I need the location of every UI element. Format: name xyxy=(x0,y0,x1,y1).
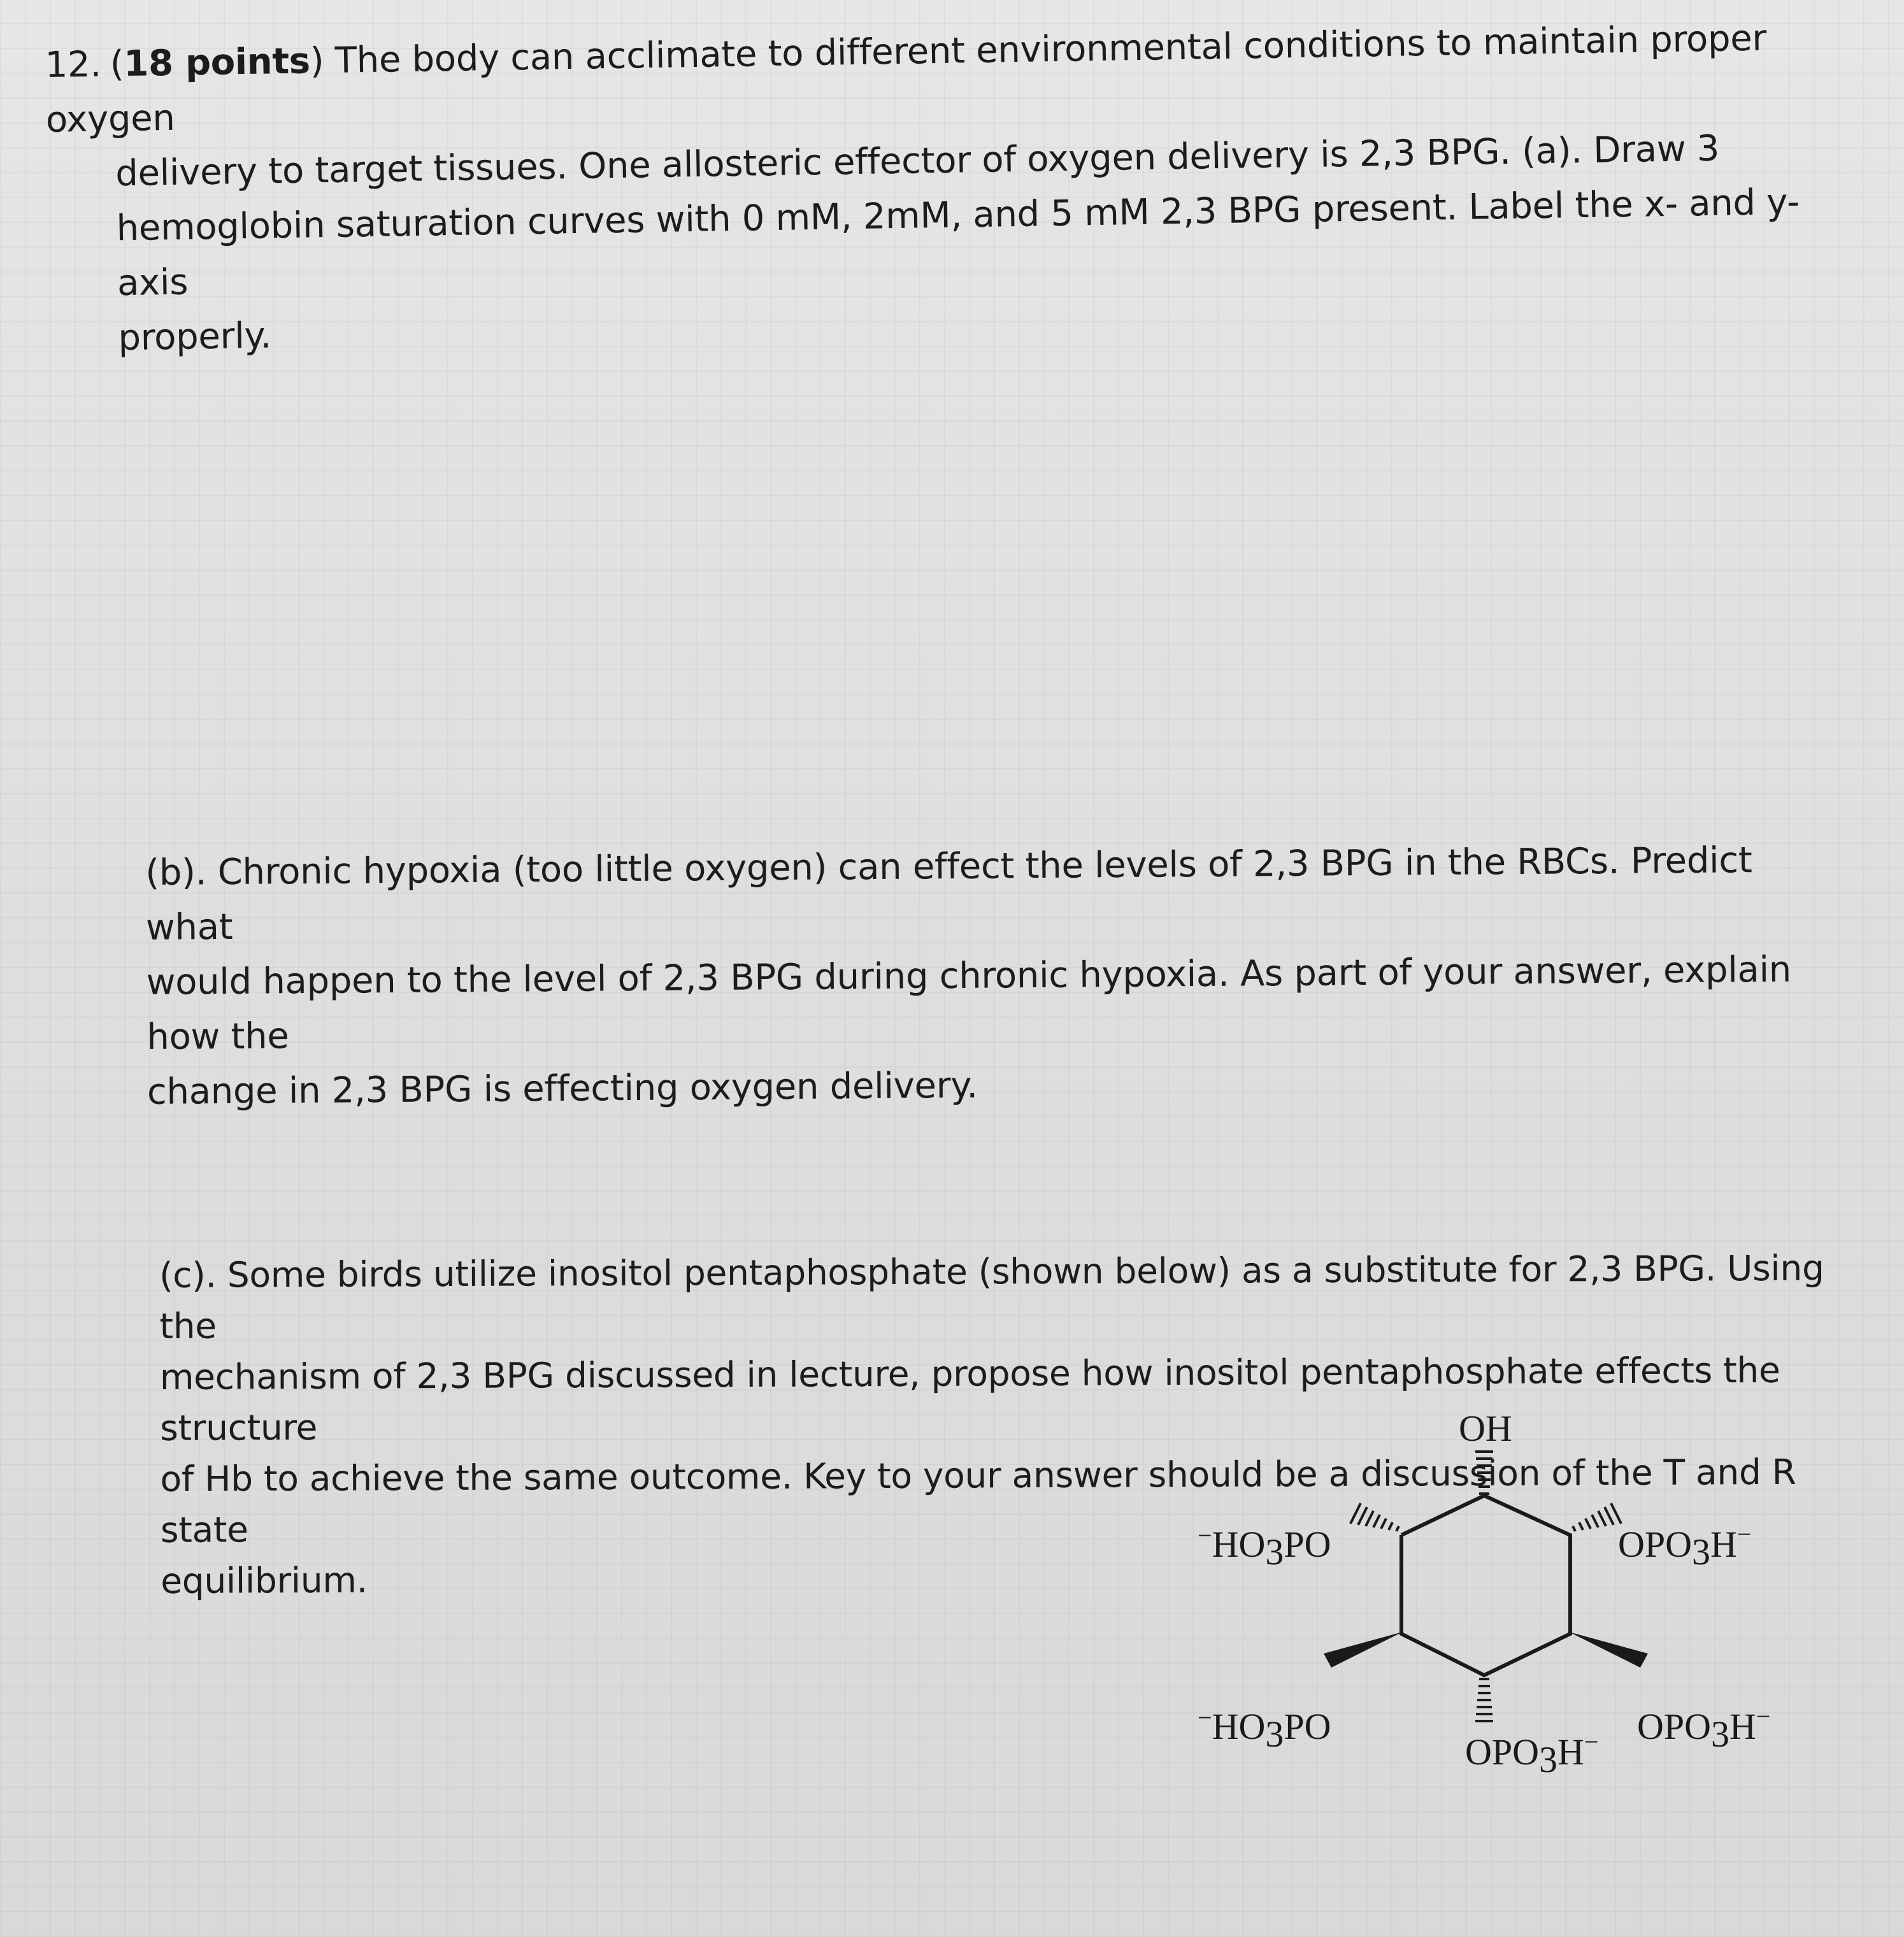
points-value: 18 points xyxy=(123,40,311,85)
points-close: ) xyxy=(310,40,324,82)
part-b-line-1: (b). Chronic hypoxia (too little oxygen) can effect the levels of 2,3 BPG in the RBCs. Predict what xyxy=(145,840,1752,948)
charge-sign: − xyxy=(1198,1521,1212,1550)
label-lower-left: −HO3PO xyxy=(1198,1703,1331,1755)
part-c-line-3: of Hb to achieve the same outcome. Key to your answer should be a discussion of the T and R state xyxy=(160,1451,1796,1550)
question-number: 12. xyxy=(45,43,102,86)
question-12-line-4: properly. xyxy=(117,315,272,359)
label-bottom: OPO3H− xyxy=(1465,1727,1599,1780)
wedge-bond-lower-left xyxy=(1324,1632,1403,1668)
question-12-line-3: hemoglobin saturation curves with 0 mM, 2mM, and 5 mM 2,3 BPG present. Label the x- and y- axis xyxy=(116,181,1800,304)
part-c-line-4: equilibrium. xyxy=(161,1559,368,1601)
wedge-bond-lower-right xyxy=(1569,1632,1648,1668)
hashed-bond-upper-right xyxy=(1573,1503,1621,1531)
label-oh-top: OH xyxy=(1459,1408,1512,1449)
ring-outline xyxy=(1401,1496,1570,1675)
part-c-line-1: (c). Some birds utilize inositol pentaphosphate (shown below) as a substitute for 2,3 BPG. Using the xyxy=(159,1247,1824,1347)
label-upper-right: OPO3H− xyxy=(1618,1520,1752,1573)
hashed-bond-upper-left xyxy=(1350,1503,1399,1531)
part-c-line-2: mechanism of 2,3 BPG discussed in lecture, propose how inositol pentaphosphate effects the structure xyxy=(159,1349,1780,1448)
label-lower-right: OPO3H− xyxy=(1637,1702,1771,1755)
question-12-line-1-text: The body can acclimate to different environmental conditions to maintain proper oxygen xyxy=(45,17,1767,141)
part-b xyxy=(145,833,1829,1120)
label-upper-left: −HO3PO xyxy=(1198,1521,1331,1573)
inositol-pentaphosphate-structure xyxy=(1172,1408,1809,1854)
points-open: ( xyxy=(110,43,124,85)
question-12-line-2: delivery to target tissues. One allosteric effector of oxygen delivery is 2,3 BPG. (a). Draw 3 xyxy=(115,127,1720,195)
part-b-line-3: change in 2,3 BPG is effecting oxygen delivery. xyxy=(147,1064,978,1113)
cyclohexane-ring xyxy=(1401,1496,1570,1675)
part-b-line-2: would happen to the level of 2,3 BPG during chronic hypoxia. As part of your answer, explain how the xyxy=(146,948,1792,1058)
hashed-bond-top xyxy=(1475,1452,1493,1494)
question-12 xyxy=(45,10,1852,367)
hashed-bond-bottom xyxy=(1475,1679,1493,1721)
